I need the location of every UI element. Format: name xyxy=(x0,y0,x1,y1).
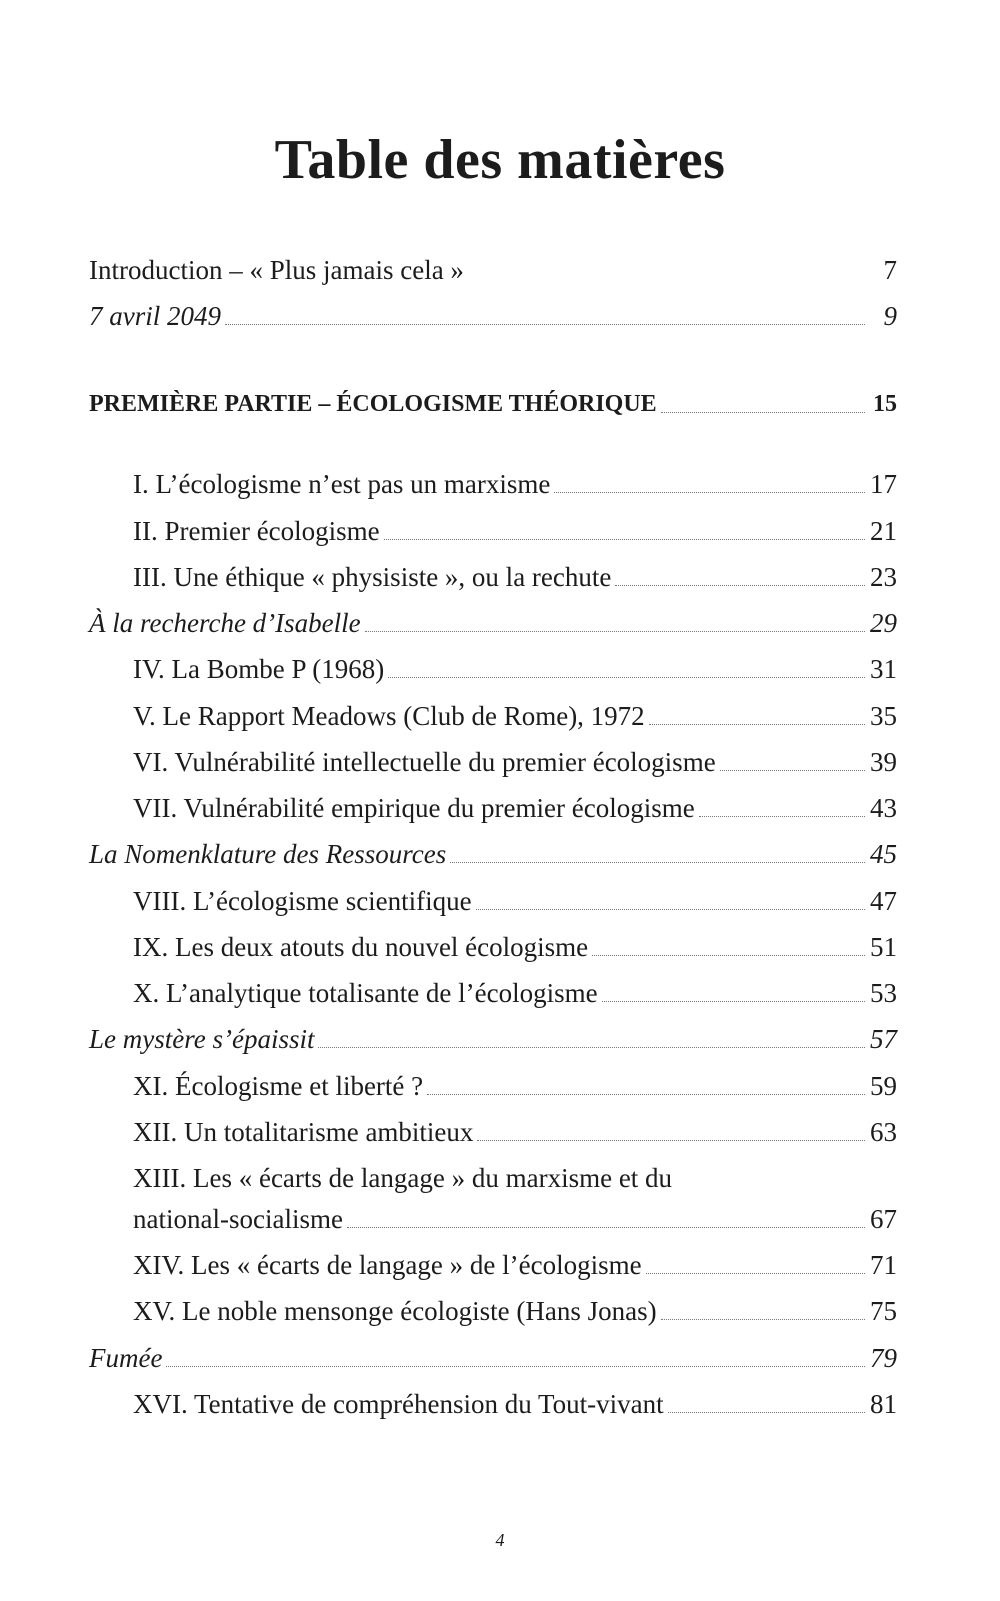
toc-entry-title: national-socialisme xyxy=(133,1204,343,1234)
page-number: 4 xyxy=(495,1530,505,1550)
toc-part-heading xyxy=(89,380,897,420)
toc-entry xyxy=(89,460,897,500)
toc-entry-page: 71 xyxy=(870,1250,897,1280)
toc-entry-title: À la recherche d’Isabelle xyxy=(89,608,361,638)
toc-entry-page: 75 xyxy=(870,1296,897,1326)
toc-entry-page: 7 xyxy=(883,255,897,285)
toc-leader xyxy=(668,1412,865,1413)
toc-leader xyxy=(649,724,865,725)
toc-entry xyxy=(89,969,897,1009)
toc-entry xyxy=(89,1380,897,1420)
toc-entry xyxy=(89,246,897,286)
toc-entry xyxy=(89,1108,897,1148)
toc-leader xyxy=(602,1001,865,1002)
page-title: Table des matières xyxy=(274,129,726,191)
toc-entry xyxy=(89,507,897,547)
toc-leader xyxy=(347,1227,865,1228)
toc-entry-title: XVI. Tentative de compréhension du Tout-vivant xyxy=(133,1389,664,1419)
toc-entry-title: V. Le Rapport Meadows (Club de Rome), 1972 xyxy=(133,701,645,731)
toc-leader xyxy=(476,909,865,910)
toc-entry-page: 39 xyxy=(870,747,897,777)
toc-entry-page: 31 xyxy=(870,654,897,684)
toc-entry xyxy=(89,645,897,685)
toc-leader xyxy=(592,955,865,956)
toc-leader xyxy=(554,492,865,493)
toc-entry xyxy=(89,784,897,824)
toc-leader xyxy=(720,770,865,771)
toc-entry-page: 9 xyxy=(883,301,897,331)
toc-leader xyxy=(388,677,865,678)
toc-entry xyxy=(89,1015,897,1055)
toc-leader xyxy=(661,1319,865,1320)
toc-entry-page: 53 xyxy=(870,978,897,1008)
toc-entry xyxy=(89,1154,897,1194)
toc-entry-page: 45 xyxy=(870,839,897,869)
toc-entry-title: PREMIÈRE PARTIE – ÉCOLOGISME THÉORIQUE xyxy=(89,391,657,417)
toc-entry-title: Fumée xyxy=(89,1343,163,1373)
toc-entry xyxy=(89,1241,897,1281)
toc-leader xyxy=(646,1273,865,1274)
toc-entry-page: 79 xyxy=(870,1343,897,1373)
toc-entry-title: XII. Un totalitarisme ambitieux xyxy=(133,1117,474,1147)
toc-entry-page: 29 xyxy=(870,608,897,638)
toc-entry-page: 57 xyxy=(870,1024,897,1054)
toc-entry-title: Le mystère s’épaissit xyxy=(89,1024,315,1054)
toc-entry xyxy=(89,599,897,639)
toc-entry-title: La Nomenklature des Ressources xyxy=(89,839,447,869)
toc-entry-title: IV. La Bombe P (1968) xyxy=(133,654,385,684)
toc-entry-title: IX. Les deux atouts du nouvel écologisme xyxy=(133,932,589,962)
toc-leader xyxy=(477,1140,865,1141)
toc-leader xyxy=(225,324,865,325)
toc-entry-page: 15 xyxy=(873,391,897,417)
toc-entry-page: 81 xyxy=(870,1389,897,1419)
toc-leader xyxy=(318,1047,865,1048)
toc-entry-page: 67 xyxy=(870,1204,897,1234)
toc-entry-page: 17 xyxy=(870,469,897,499)
toc-entry-title: II. Premier écologisme xyxy=(133,516,380,546)
toc-leader xyxy=(365,631,865,632)
toc-entry-page: 23 xyxy=(870,562,897,592)
toc-entry-title: VIII. L’écologisme scientifique xyxy=(133,886,472,916)
toc-entry-page: 47 xyxy=(870,886,897,916)
toc-leader xyxy=(450,862,865,863)
toc-entry xyxy=(89,738,897,778)
toc-leader xyxy=(166,1366,865,1367)
toc-entry xyxy=(89,1195,897,1235)
toc-entry-title: III. Une éthique « physisiste », ou la rechute xyxy=(133,562,612,592)
toc-entry xyxy=(89,1287,897,1327)
toc-leader xyxy=(427,1094,865,1095)
toc-entry-page: 63 xyxy=(870,1117,897,1147)
toc-entry-page: 21 xyxy=(870,516,897,546)
toc-entry-title: VI. Vulnérabilité intellectuelle du premier écologisme xyxy=(133,747,716,777)
toc-entry-title: X. L’analytique totalisante de l’écologisme xyxy=(133,978,598,1008)
toc-entry-title: 7 avril 2049 xyxy=(89,301,221,331)
toc-entry-title: I. L’écologisme n’est pas un marxisme xyxy=(133,469,551,499)
toc-entry xyxy=(89,877,897,917)
toc-entry xyxy=(89,692,897,732)
toc-leader xyxy=(699,816,865,817)
toc-leader xyxy=(615,585,865,586)
toc-entry xyxy=(89,1334,897,1374)
toc-entry-title: XV. Le noble mensonge écologiste (Hans Jonas) xyxy=(133,1296,657,1326)
toc-entry-title: XIII. Les « écarts de langage » du marxisme et du xyxy=(133,1163,673,1193)
toc-entry-page: 35 xyxy=(870,701,897,731)
toc-entry-page: 51 xyxy=(870,932,897,962)
toc-entry-title: VII. Vulnérabilité empirique du premier écologisme xyxy=(133,793,695,823)
toc-leader xyxy=(661,412,865,413)
toc-entry-title: XI. Écologisme et liberté ? xyxy=(133,1071,424,1101)
toc-entry-title: XIV. Les « écarts de langage » de l’écologisme xyxy=(133,1250,642,1280)
toc-entry xyxy=(89,1062,897,1102)
toc-entry xyxy=(89,923,897,963)
toc-leader xyxy=(384,539,865,540)
toc-entry-page: 43 xyxy=(870,793,897,823)
toc-entry xyxy=(89,292,897,332)
toc-entry-page: 59 xyxy=(870,1071,897,1101)
toc-entry-title: Introduction – « Plus jamais cela » xyxy=(89,255,464,285)
toc-entry xyxy=(89,830,897,870)
toc-entry xyxy=(89,553,897,593)
